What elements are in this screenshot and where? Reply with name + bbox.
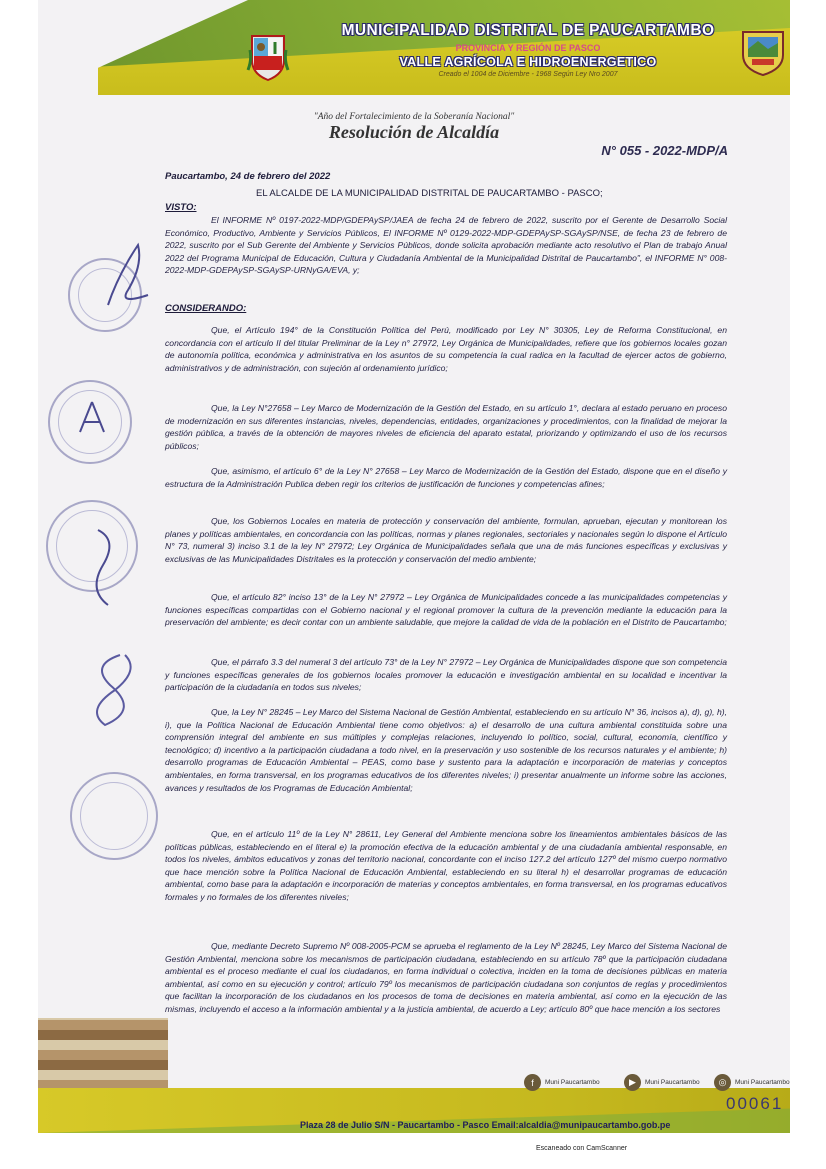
signature-icon [98, 235, 158, 315]
considerando-paragraph [165, 465, 727, 490]
secretaria-seal-icon [70, 772, 158, 860]
visto-text: El INFORME Nº 0197-2022-MDP/GDEPAySP/JAEA de fecha 24 de febrero de 2022, suscrito por el Gerente de Desarrollo Social Económico, Productivo, Ambiente y Servicios Públicos, El INFORME Nº 0129-2022-MDP-GDEPAySP-SGAySP/NSE, de fecha 23 de febrero de 2022, suscrito por el Sub Gerente del Ambiente y Servicios Públicos, donde solicita aprobación mediante acto resolutivo el Plan de trabajo Anual 2022 del Programa Municipal de Educación, Cultura y Ciudadanía Ambiental de la Municipalidad Distrital de Paucartambo", el INFORME N° 008-2022-MDP-GDEPAySP-SGAySP-URNyGA/EVA, y; [165, 215, 727, 276]
resolution-title: Resolución de Alcaldía [328, 122, 500, 142]
considerando-paragraph [165, 828, 727, 904]
considerando-paragraph [165, 706, 727, 794]
paragraph-text: Que, asimismo, el artículo 6° de la Ley N° 27658 – Ley Marco de Modernización de la Gestión del Estado, dispone que en el diseño y estructura de la Administración Publica deben regir los criterios de justificación de funciones y competencias afines; [165, 466, 727, 489]
paragraph-text: Que, el párrafo 3.3 del numeral 3 del artículo 73° de la Ley N° 27972 – Ley Orgánica de Municipalidades dispone que son competencia y funciones específicas generales de los gobiernos locales promover la educación e investigación ambiental en su localidad e incentivar la participación de la ciudadanía en todos sus niveles; [165, 657, 727, 693]
paragraph-text: Que, el artículo 82° inciso 13° de la Ley N° 27972 – Ley Orgánica de Municipalidades concede a las municipalidades competencias y funciones específicas compartidas con el Gobierno nacional y el regional promover la cultura de la prevención mediante la educación para la preservación del ambiente; es decir contar con un ambiente saludable, que mejore la calidad de vida de la población en el Distrito de Paucartambo; [165, 592, 727, 628]
letterhead-text [313, 22, 743, 78]
youtube-icon: ▶ [624, 1074, 641, 1091]
facebook-icon: f [524, 1074, 541, 1091]
paragraph-text: Que, la Ley N°27658 – Ley Marco de Modernización de la Gestión del Estado, en su artículo 1°, declara al estado peruano en proceso de modernización en sus diferentes instancias, niveles, dependencias, entidades, organizaciones y procedimientos, con la finalidad de mejorar la gestión pública, a través de la obtención de mayores niveles de eficiencia del aparato estatal, priorizando y optimizando el uso de los recursos públicos; [165, 403, 727, 451]
considerando-paragraph [165, 940, 727, 1016]
page-stamp-number: 00061 [726, 1094, 784, 1113]
signature-icon [78, 520, 128, 610]
social-label: Muni Paucartambo [735, 1079, 790, 1086]
instagram-link[interactable] [714, 1074, 790, 1091]
paragraph-text: Que, los Gobiernos Locales en materia de protección y conservación del ambiente, formulan, aprueban, ejecutan y monitorean los planes y políticas ambientales, en concordancia con las políticas, normas y planes regionales, sectoriales y nacionales según lo dispone el Artículo N° 73, numeral 3) inciso 3.1 de la ley N° 27972; Ley Orgánica de Municipalidades señala que una de más funciones específicas y exclusivas y exclusivas de las Municipalidades Distritales es la protección y conservación del medio ambiente; [165, 516, 727, 564]
considerando-heading: CONSIDERANDO: [165, 303, 247, 314]
paragraph-text: Que, la Ley N° 28245 – Ley Marco del Sistema Nacional de Gestión Ambiental, estableciendo en su artículo N° 36, incisos a), d), g), h), i), que la Política Nacional de Educación Ambiental tiene como objetivos: a) el desarrollo de una cultura ambiental constituida sobre una comprensión integral del ambiente en sus múltiples y complejas relaciones, incluyendo lo político, social, cultural, economía, científico y tecnológico; d) incentivo a la participación ciudadana a todo nivel, en la preservación y uso sostenible de los recursos naturales y el ambiente; h) desarrollo programas de Educación Ambiental – PEAS, como base y sustento para la adaptación e incorporación de materias y conceptos ambientales, en forma transversal, en los programas educativos de los diferentes niveles; i) presentar anualmente un informe sobre las acciones, avances y resultados de los Programas de Educación Ambiental; [165, 707, 727, 793]
footer-address: Plaza 28 de Julio S/N - Paucartambo - Pasco Email:alcaldia@munipaucartambo.gob.pe [300, 1120, 671, 1130]
municipality-title: MUNICIPALIDAD DISTRITAL DE PAUCARTAMBO [341, 22, 715, 39]
youtube-link[interactable] [624, 1074, 700, 1091]
creation-law: Creado el 1004 de Diciembre - 1968 Según Ley Nro 2007 [438, 71, 618, 78]
visto-paragraph [165, 214, 727, 277]
document-page [38, 0, 790, 1133]
letterhead [38, 0, 790, 95]
paragraph-text: Que, en el artículo 11º de la Ley N° 28611, Ley General del Ambiente menciona sobre los lineamientos ambientales básicos de las políticas públicas, estableciendo en el literal e) la promoción efectiva de la educación ambiental y de una ciudadanía ambiental responsable, en todos los niveles, ámbitos educativos y zonas del territorio nacional, concordante con el inciso 127.2 del artículo 127º del mismo cuerpo normativo que hace mención sobre la Política Nacional de Educación Ambiental, estableciendo en su literal h) el desarrollar programas de educación ambiental, como base para la adaptación e incorporación de materias y conceptos ambientales, en forma transversal, en los programas educativos formales y no formales de los diferentes niveles; [165, 829, 727, 902]
social-label: Muni Paucartambo [545, 1079, 600, 1086]
paragraph-text: Que, el Artículo 194° de la Constitución Política del Perú, modificado por Ley N° 30305, Ley de Reforma Constitucional, en concordancia con el artículo II del titular Preliminar de la Ley n° 27972, Ley Orgánica de Municipalidades, refiere que los gobiernos locales gozan de autonomía política, económica y administrativa en los asuntos de su competencia la cual radica en la facultad de ejercer actos de gobierno, administrativos y de administración, con sujeción al ordenamiento jurídico; [165, 325, 727, 373]
province-subtitle: PROVINCIA Y REGIÓN DE PASCO [455, 43, 601, 53]
considerando-paragraph [165, 515, 727, 565]
peru-coat-of-arms-icon [246, 30, 290, 82]
considerando-paragraph [165, 656, 727, 694]
mayor-heading: EL ALCALDE DE LA MUNICIPALIDAD DISTRITAL DE PAUCARTAMBO - PASCO; [256, 188, 603, 199]
initials-icon [72, 398, 112, 438]
social-label: Muni Paucartambo [645, 1079, 700, 1086]
municipality-shield-icon [738, 27, 788, 77]
considerando-paragraph [165, 402, 727, 452]
facebook-link[interactable] [524, 1074, 600, 1091]
resolution-number: N° 055 - 2022-MDP/A [601, 143, 728, 158]
scanner-watermark: Escaneado con CamScanner [536, 1145, 628, 1152]
considerando-paragraph [165, 324, 727, 374]
considerando-paragraph [165, 591, 727, 629]
valley-slogan: VALLE AGRÍCOLA E HIDROENERGETICO [399, 55, 657, 69]
visto-heading: VISTO: [165, 202, 197, 213]
paragraph-text: Que, mediante Decreto Supremo Nº 008-2005-PCM se aprueba el reglamento de la Ley Nº 28245, Ley Marco del Sistema Nacional de Gestión Ambiental, menciona sobre los mecanismos de participación ciudadana, estableciendo en su artículo 78º que la participación ciudadana ambiental es el proceso mediante el cual los ciudadanos, en forma individual o colectiva, inciden en la toma de decisiones públicas en materia ambiental, así como en su ejecución y control; artículo 79º los mecanismos de participación ciudadana son conjuntos de reglas y procedimientos que facilitan la incorporación de los ciudadanos en los procesos de toma de decisiones en materia ambiental, así como en la ejecución de las mismas, incluyendo el acceso a la información ambiental y a la justicia ambiental, de acuerdo a Ley; artículo 80º que hace mención a los sectores [165, 941, 727, 1014]
signature-icon [80, 650, 150, 730]
instagram-icon: ◎ [714, 1074, 731, 1091]
letterhead-margin [38, 0, 98, 95]
year-motto: "Año del Fortalecimiento de la Soberanía Nacional" [313, 112, 515, 122]
document-date: Paucartambo, 24 de febrero del 2022 [165, 171, 331, 182]
